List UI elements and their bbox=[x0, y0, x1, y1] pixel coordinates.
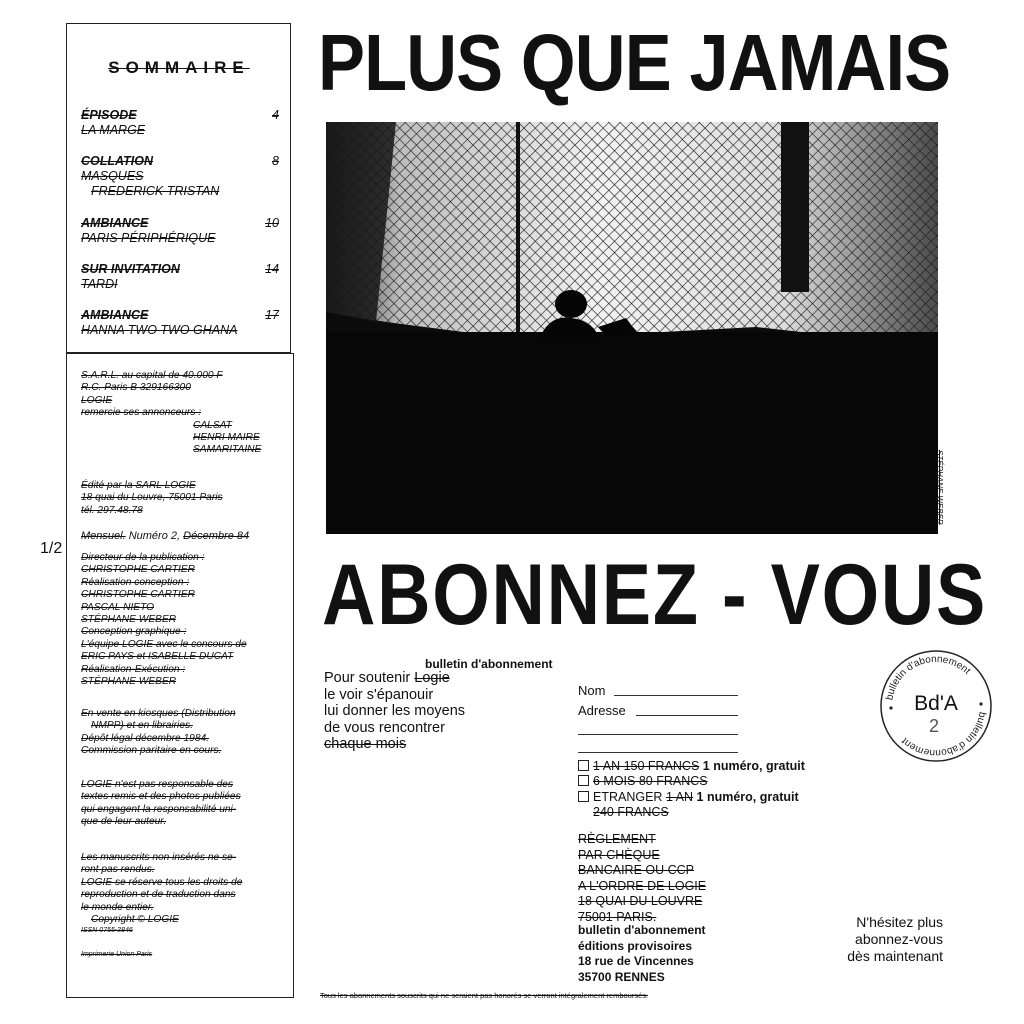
support-overlay: bulletin d'abonnement bbox=[425, 657, 553, 671]
toc-entry bbox=[81, 108, 279, 138]
option-struck: 6 MOIS 80 FRANCS bbox=[593, 774, 708, 788]
sommaire-title: SOMMAIRE bbox=[108, 58, 250, 77]
legal-line: Conception graphique : bbox=[81, 626, 187, 638]
legal-line: CHRISTOPHE CARTIER bbox=[81, 589, 195, 601]
address-field-line[interactable] bbox=[578, 734, 738, 735]
fold-mark: 1/2 bbox=[40, 540, 63, 557]
sponsor-name: HENRI MAIRE bbox=[193, 432, 260, 444]
reglement-line: A L'ORDRE DE LOGIE bbox=[578, 878, 707, 893]
legal-line: 18 quai du Louvre, 75001 Paris bbox=[81, 492, 223, 504]
toc-section: ÉPISODE bbox=[81, 108, 137, 122]
option-foreign-price: 240 FRANCS bbox=[593, 805, 669, 819]
legal-line: STÉPHANE WEBER bbox=[81, 676, 177, 688]
toc-entry bbox=[81, 216, 279, 246]
legal-line: S.A.R.L. au capital de 40.000 F bbox=[81, 370, 223, 381]
mailing-address bbox=[578, 923, 706, 985]
support-text bbox=[324, 670, 465, 753]
responsibility-block bbox=[81, 779, 281, 829]
distribution-block bbox=[81, 708, 281, 758]
support-line: Pour soutenir bbox=[324, 670, 411, 686]
legal-box bbox=[66, 353, 294, 998]
toc-page: 14 bbox=[265, 262, 279, 276]
address-field-line[interactable] bbox=[578, 752, 738, 753]
support-line: lui donner les moyens bbox=[324, 703, 466, 719]
legal-line: En vente en kiosques (Distribution bbox=[81, 708, 236, 719]
address-line: bulletin d'abonnement bbox=[578, 923, 706, 937]
stamp-ring-text-2: bulletin d'abonnement bbox=[899, 710, 988, 759]
legal-line: STÉPHANE WEBER bbox=[81, 614, 177, 626]
reglement-line: 75001 PARIS. bbox=[578, 909, 657, 924]
sponsor-name: CALSAT bbox=[193, 419, 232, 431]
legal-line: Réalisation-Exécution : bbox=[81, 663, 186, 675]
legal-line: LOGIE bbox=[81, 394, 113, 406]
issue-date: Décembre 84 bbox=[183, 530, 250, 542]
legal-line: PASCAL NIETO bbox=[81, 601, 155, 613]
toc-page: 4 bbox=[272, 108, 279, 122]
legal-line: L'équipe LOGIE avec le concours de bbox=[81, 638, 247, 650]
legal-line: R.C. Paris B 329166300 bbox=[81, 382, 191, 394]
sommaire-box bbox=[66, 23, 291, 353]
reglement-line: RÈGLEMENT bbox=[578, 832, 656, 846]
legal-line: ERIC PAYS et ISABELLE DUCAT bbox=[81, 651, 234, 663]
toc-section: COLLATION bbox=[81, 154, 153, 168]
address-label: Adresse bbox=[578, 703, 626, 718]
checkbox[interactable] bbox=[578, 791, 589, 802]
toc-page: 8 bbox=[272, 154, 279, 168]
toc-page: 10 bbox=[265, 216, 279, 230]
headline-top: PLUS QUE JAMAIS bbox=[318, 18, 951, 107]
issue-line bbox=[81, 530, 281, 542]
address-line: 18 rue de Vincennes bbox=[578, 954, 694, 968]
printer: Imprimerie Union Paris bbox=[81, 951, 153, 958]
reglement-block bbox=[578, 832, 706, 925]
headline-bottom: ABONNEZ - VOUS bbox=[322, 547, 988, 643]
name-field[interactable] bbox=[614, 695, 738, 696]
support-line: chaque mois bbox=[324, 736, 407, 752]
legal-line: tél. 297.48.78 bbox=[81, 504, 143, 516]
legal-line: remercie ses annonceurs : bbox=[81, 407, 202, 419]
stamp-center: Bd'A bbox=[914, 692, 958, 715]
toc-line: MASQUES bbox=[81, 169, 144, 183]
stamp-ring-text: bulletin d'abonnement bbox=[884, 653, 973, 702]
address-field[interactable] bbox=[636, 715, 738, 716]
option-added: 1 numéro, gratuit bbox=[702, 759, 805, 773]
credits-block bbox=[81, 552, 281, 688]
legal-line: ront pas rendus. bbox=[81, 864, 155, 876]
photo bbox=[326, 122, 938, 534]
issue-prefix: Mensuel. bbox=[81, 530, 126, 542]
legal-line: Commission paritaire en cours. bbox=[81, 745, 222, 757]
toc-line: HANNA TWO TWO GHANA bbox=[81, 323, 238, 337]
publisher-block bbox=[81, 480, 281, 517]
legal-line: CHRISTOPHE CARTIER bbox=[81, 564, 195, 576]
option-1-year[interactable] bbox=[578, 759, 805, 774]
legal-line: LOGIE n'est pas responsable des bbox=[81, 779, 234, 790]
cta-line: dès maintenant bbox=[847, 948, 943, 964]
printer-line bbox=[81, 950, 281, 960]
legal-line: Les manuscrits non insérés ne se- bbox=[81, 852, 237, 863]
toc-line: FREDERICK TRISTAN bbox=[91, 184, 220, 198]
toc-section: AMBIANCE bbox=[81, 308, 149, 322]
address-line: éditions provisoires bbox=[578, 938, 693, 953]
toc-section: SUR INVITATION bbox=[81, 262, 180, 276]
legal-line: Édité par la SARL LOGIE bbox=[81, 480, 196, 491]
option-foreign[interactable] bbox=[578, 790, 799, 805]
legal-line: reproduction et de traduction dans bbox=[81, 889, 236, 901]
option-struck: 1 AN 150 FRANCS bbox=[593, 759, 700, 773]
support-struck: Logie bbox=[414, 670, 450, 686]
reglement-line: BANCAIRE OU CCP bbox=[578, 863, 694, 877]
toc-line: PARIS PÉRIPHÉRIQUE bbox=[81, 231, 216, 245]
name-label: Nom bbox=[578, 683, 606, 698]
toc-entry bbox=[81, 262, 279, 292]
address-line: 35700 RENNES bbox=[578, 969, 665, 984]
legal-line: que de leur auteur. bbox=[81, 816, 167, 828]
call-to-action bbox=[815, 914, 943, 965]
legal-line: Dépôt légal décembre 1984. bbox=[81, 732, 209, 744]
legal-line: Directeur de la publication : bbox=[81, 552, 205, 563]
option-struck: 1 AN bbox=[665, 790, 694, 804]
issue-number: Numéro 2, bbox=[128, 530, 181, 542]
cta-line: N'hésitez plus bbox=[856, 914, 943, 930]
toc-entry bbox=[81, 154, 279, 199]
legal-line: NMPP) et en librairies. bbox=[91, 720, 193, 732]
sponsor-name: SAMARITAINE bbox=[193, 444, 262, 456]
support-line: le voir s'épanouir bbox=[324, 686, 434, 703]
option-added: 1 numéro, gratuit bbox=[696, 790, 799, 804]
checkbox[interactable] bbox=[578, 760, 589, 771]
legal-line: textes remis et des photos publiées bbox=[81, 791, 241, 803]
cta-line: abonnez-vous bbox=[855, 931, 943, 947]
issn: ISSN 0755-3846 bbox=[81, 927, 133, 935]
checkbox[interactable] bbox=[578, 775, 589, 786]
reglement-line: 18 QUAI DU LOUVRE bbox=[578, 894, 703, 908]
toc-line: LA MARGE bbox=[81, 123, 146, 137]
toc-page: 17 bbox=[265, 308, 279, 322]
manuscripts-block bbox=[81, 852, 281, 936]
fence-photo-image bbox=[326, 122, 938, 534]
toc-section: AMBIANCE bbox=[81, 216, 149, 230]
option-6-months[interactable] bbox=[578, 774, 708, 789]
legal-line: Réalisation conception : bbox=[81, 576, 190, 588]
bda-stamp-logo bbox=[878, 648, 994, 764]
reglement-line: PAR CHÈQUE bbox=[578, 847, 660, 862]
stamp-number: 2 bbox=[928, 716, 940, 736]
toc-entry bbox=[81, 308, 279, 338]
copyright: Copyright © LOGIE bbox=[91, 914, 179, 926]
photo-credit: STÉPHANE WEBER bbox=[935, 450, 944, 525]
company-block bbox=[81, 370, 281, 457]
footnote: Tous les abonnements souscrits qui ne seraient pas honorés se verront intégralement remboursés. bbox=[320, 991, 649, 1000]
legal-line: qui engagent la responsabilité uni- bbox=[81, 803, 237, 815]
option-label: ETRANGER bbox=[593, 790, 663, 804]
toc-line: TARDI bbox=[81, 277, 118, 291]
legal-line: LOGIE se réserve tous les droits de bbox=[81, 876, 243, 888]
support-line: de vous rencontrer bbox=[324, 719, 445, 736]
legal-line: le monde entier. bbox=[81, 901, 154, 913]
